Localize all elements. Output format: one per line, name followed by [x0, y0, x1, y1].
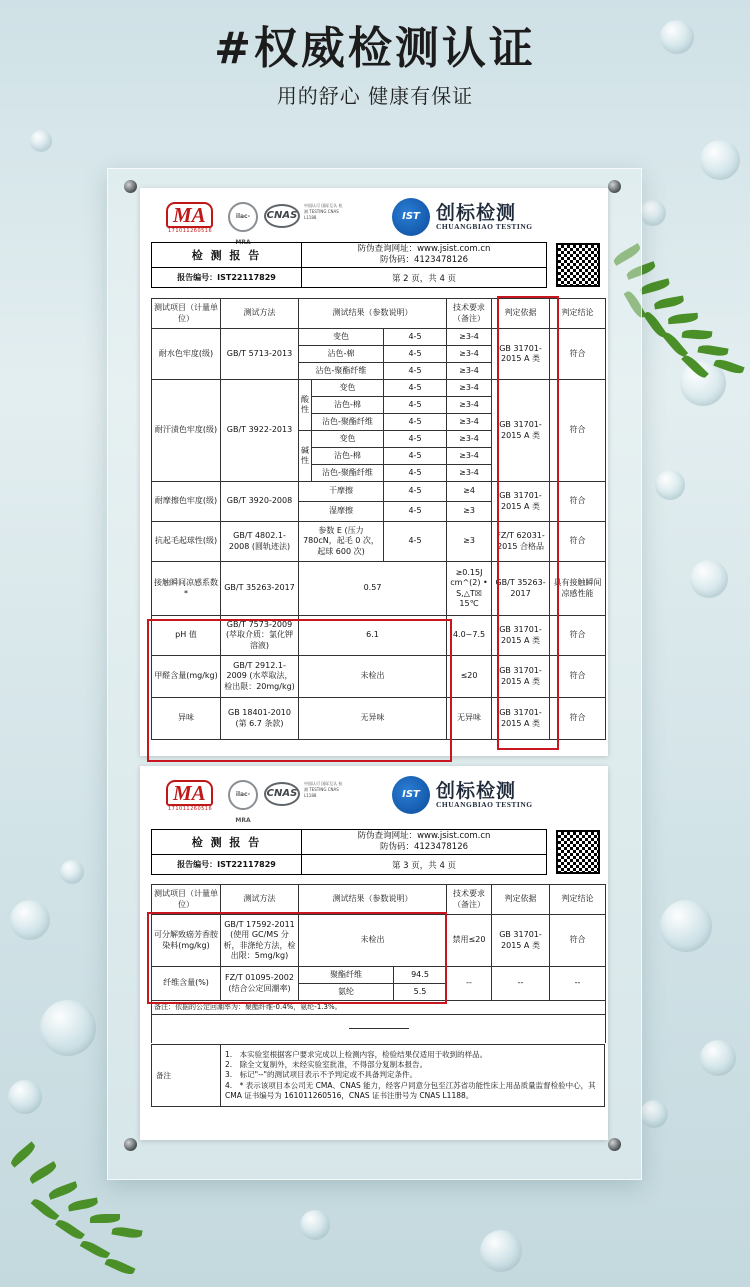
cma-number: 171011260516 [168, 806, 213, 812]
table-cell: 4.0~7.5 [447, 616, 492, 656]
page-number: 第 2 页，共 4 页 [302, 268, 547, 288]
table-cell: 无异味 [299, 698, 447, 740]
brand-name-en: CHUANGBIAO TESTING [436, 222, 533, 231]
water-bubble [700, 1040, 736, 1076]
water-bubble [640, 200, 666, 226]
ilac-logo: ilac-MRA [228, 202, 258, 232]
report-header [151, 242, 547, 288]
table-cell: 符合 [550, 329, 606, 380]
table-cell: ≥3 [447, 502, 492, 522]
table-cell: 甲醛含量(mg/kg) [152, 656, 221, 698]
table-cell: ≥3-4 [447, 448, 492, 465]
water-bubble [700, 140, 740, 180]
cma-logo: MA [166, 780, 213, 806]
report-header [151, 829, 547, 875]
table-cell: 酸性 [299, 380, 312, 431]
table-cell: GB/T 17592-2011 (使用 GC/MS 分析，非涤纶方法，检出限：5mg/kg) [221, 915, 299, 967]
ist-logo: IST [392, 198, 430, 236]
notes-label: 备注 [152, 1045, 221, 1107]
water-bubble [640, 1100, 668, 1128]
table-cell: 参数 E (压力 780cN，起毛 0 次，起球 600 次) [299, 522, 384, 562]
water-bubble [660, 900, 712, 952]
remark-line: 备注：依据的公定回潮率为：聚酯纤维-0.4%，氨纶-1.3%。 [152, 1001, 606, 1015]
brand-name: 创标检测 [436, 780, 517, 802]
table-cell: 4-5 [384, 363, 447, 380]
cma-logo: MA [166, 202, 213, 228]
water-bubble [480, 1230, 522, 1272]
page-number: 第 3 页，共 4 页 [302, 855, 547, 875]
report-number-label: 报告编号： [177, 273, 218, 283]
table-cell: 无异味 [447, 698, 492, 740]
notes-table [151, 1044, 605, 1107]
table-cell: 氨纶 [299, 984, 394, 1001]
table-cell: ≥0.15J cm^(2) • S,△T☒ 15℃ [447, 562, 492, 616]
cnas-text: 中国认可 国际互认 检测 TESTING CNAS L1188 [304, 781, 343, 798]
blank-row [152, 1015, 606, 1043]
table-cell: ≥3-4 [447, 431, 492, 448]
cert-logos [164, 198, 604, 246]
table-cell: 4-5 [384, 431, 447, 448]
cnas-text: 中国认可 国际互认 检测 TESTING CNAS L1188 [304, 203, 343, 220]
table-cell: 碱性 [299, 431, 312, 482]
table-cell: 沾色-聚酯纤维 [312, 465, 384, 482]
note-item: 2. 除全文复制外，未经实验室批准，不得部分复制本报告。 [225, 1060, 428, 1070]
note-item: 4. * 表示该项目本公司无 CMA、CNAS 能力，经客户同意分包至江苏省功能性床上用品质量监督检验中心，其 CMA 证书编号为 161011260516，CNAS 证书注册号为 CNAS L1188。 [225, 1080, 596, 1100]
table-cell: 4-5 [384, 397, 447, 414]
table-cell: 4-5 [384, 329, 447, 346]
table-cell: 抗起毛起球性(级) [152, 522, 221, 562]
table-cell: 符合 [550, 482, 606, 522]
verify-url: 防伪查询网址：www.jsist.com.cn [357, 831, 491, 841]
table-cell: 未检出 [299, 656, 447, 698]
test-results-table [151, 884, 606, 1043]
table-cell: GB/T 3922-2013 [221, 380, 299, 482]
table-cell: 干摩擦 [299, 482, 384, 502]
table-cell: 纤维含量(%) [152, 967, 221, 1001]
table-cell: 符合 [550, 915, 606, 967]
report-title: 检 测 报 告 [152, 830, 302, 855]
table-cell: GB 31701-2015 A 类 [492, 329, 550, 380]
table-cell: 变色 [312, 380, 384, 397]
col-basis: 判定依据 [492, 299, 550, 329]
report-page-3 [140, 766, 608, 1140]
table-cell: FZ/T 62031-2015 合格品 [492, 522, 550, 562]
table-cell: 接触瞬间凉感系数* [152, 562, 221, 616]
water-bubble [690, 560, 728, 598]
table-cell: GB 31701-2015 A 类 [492, 616, 550, 656]
report-number-label: 报告编号： [177, 860, 218, 870]
table-cell: ≥3 [447, 522, 492, 562]
table-cell: GB/T 7573-2009 (萃取介质：氯化钾溶液) [221, 616, 299, 656]
table-cell: GB 31701-2015 A 类 [492, 380, 550, 482]
table-cell: ≥3-4 [447, 414, 492, 431]
table-cell: GB 31701-2015 A 类 [492, 482, 550, 522]
table-cell: GB/T 35263-2017 [492, 562, 550, 616]
frame-pin [124, 180, 137, 193]
table-cell: ≥4 [447, 482, 492, 502]
water-bubble [300, 1210, 330, 1240]
table-cell: GB 31701-2015 A 类 [492, 915, 550, 967]
table-cell: 沾色-棉 [312, 397, 384, 414]
ist-logo: IST [392, 776, 430, 814]
report-number: IST22117829 [217, 860, 276, 870]
col-result: 测试结果（参数说明） [299, 299, 447, 329]
table-cell: 符合 [550, 616, 606, 656]
page-title: #权威检测认证 [214, 23, 536, 74]
table-cell: GB 18401-2010 (第 6.7 条款) [221, 698, 299, 740]
table-cell: 4-5 [384, 380, 447, 397]
table-cell: 4-5 [384, 465, 447, 482]
table-cell: 4-5 [384, 522, 447, 562]
table-cell: 可分解致癌芳香胺染料(mg/kg) [152, 915, 221, 967]
table-cell: ≥3-4 [447, 346, 492, 363]
table-cell: 耐水色牢度(级) [152, 329, 221, 380]
table-cell: 94.5 [394, 967, 447, 984]
col-method: 测试方法 [221, 885, 299, 915]
table-cell: GB 31701-2015 A 类 [492, 698, 550, 740]
table-cell: 沾色-聚酯纤维 [299, 363, 384, 380]
col-result: 测试结果（参数说明） [299, 885, 447, 915]
table-cell: GB/T 3920-2008 [221, 482, 299, 522]
table-cell: 禁用≤20 [447, 915, 492, 967]
table-cell: 未检出 [299, 915, 447, 967]
water-bubble [10, 900, 50, 940]
qr-code [556, 243, 600, 287]
verify-url: 防伪查询网址：www.jsist.com.cn [357, 244, 491, 254]
table-cell: 4-5 [384, 414, 447, 431]
table-cell: 耐摩擦色牢度(级) [152, 482, 221, 522]
water-bubble [8, 1080, 42, 1114]
table-cell: ≥3-4 [447, 380, 492, 397]
table-cell: 符合 [550, 698, 606, 740]
note-item: 3. 标记"--"的测试项目表示不予判定或不具备判定条件。 [225, 1070, 417, 1080]
table-cell: ≤20 [447, 656, 492, 698]
table-cell: 变色 [299, 329, 384, 346]
cert-logos [164, 776, 604, 824]
table-cell: 0.57 [299, 562, 447, 616]
table-cell: ≥3-4 [447, 397, 492, 414]
table-cell: 4-5 [384, 482, 447, 502]
brand-name-en: CHUANGBIAO TESTING [436, 800, 533, 809]
col-item: 测试项目（计量单位） [152, 299, 221, 329]
table-cell: 湿摩擦 [299, 502, 384, 522]
brand-name: 创标检测 [436, 202, 517, 224]
table-cell: -- [550, 967, 606, 1001]
cnas-logo: CNAS [264, 782, 300, 806]
table-cell: GB/T 4802.1-2008 (圆轨迹法) [221, 522, 299, 562]
table-cell: 异味 [152, 698, 221, 740]
table-cell: 符合 [550, 656, 606, 698]
table-cell: -- [447, 967, 492, 1001]
table-cell: ≥3-4 [447, 329, 492, 346]
table-cell: ≥3-4 [447, 363, 492, 380]
table-cell: 聚酯纤维 [299, 967, 394, 984]
table-cell: 符合 [550, 522, 606, 562]
table-cell: 4-5 [384, 502, 447, 522]
table-cell: FZ/T 01095-2002 (结合公定回潮率) [221, 967, 299, 1001]
note-item: 1. 本实验室根据客户要求完成以上检测内容，检验结果仅适用于收到的样品。 [225, 1050, 488, 1060]
table-cell: 具有接触瞬间凉感性能 [550, 562, 606, 616]
frame-pin [124, 1138, 137, 1151]
verify-code: 防伪码：4123478126 [379, 255, 469, 266]
water-bubble [655, 470, 685, 500]
table-cell: pH 值 [152, 616, 221, 656]
test-results-table [151, 298, 606, 740]
table-cell: ≥3-4 [447, 465, 492, 482]
col-item: 测试项目（计量单位） [152, 885, 221, 915]
col-requirement: 技术要求（备注） [447, 885, 492, 915]
water-bubble [60, 860, 84, 884]
water-bubble [30, 130, 52, 152]
page-subtitle: 用的舒心 健康有保证 [276, 84, 474, 108]
water-bubble [40, 1000, 96, 1056]
verify-code: 防伪码：4123478126 [379, 842, 469, 853]
table-cell: GB 31701-2015 A 类 [492, 656, 550, 698]
table-cell: 沾色-棉 [299, 346, 384, 363]
cnas-logo: CNAS [264, 204, 300, 228]
table-cell: -- [492, 967, 550, 1001]
table-cell: 4-5 [384, 448, 447, 465]
table-cell: 变色 [312, 431, 384, 448]
table-cell: 耐汗渍色牢度(级) [152, 380, 221, 482]
col-method: 测试方法 [221, 299, 299, 329]
report-page-2 [140, 188, 608, 756]
table-cell: 4-5 [384, 346, 447, 363]
report-title: 检 测 报 告 [152, 243, 302, 268]
table-cell: 沾色-棉 [312, 448, 384, 465]
table-cell: 沾色-聚酯纤维 [312, 414, 384, 431]
ilac-logo: ilac-MRA [228, 780, 258, 810]
table-cell: 5.5 [394, 984, 447, 1001]
report-number: IST22117829 [217, 273, 276, 283]
table-cell: GB/T 2912.1-2009 (水萃取法，检出限：20mg/kg) [221, 656, 299, 698]
table-cell: 6.1 [299, 616, 447, 656]
qr-code [556, 830, 600, 874]
table-cell: GB/T 35263-2017 [221, 562, 299, 616]
frame-pin [608, 1138, 621, 1151]
table-cell: 符合 [550, 380, 606, 482]
frame-pin [608, 180, 621, 193]
col-conclusion: 判定结论 [550, 885, 606, 915]
col-requirement: 技术要求（备注） [447, 299, 492, 329]
cma-number: 171011260516 [168, 228, 213, 234]
col-basis: 判定依据 [492, 885, 550, 915]
col-conclusion: 判定结论 [550, 299, 606, 329]
table-cell: GB/T 5713-2013 [221, 329, 299, 380]
